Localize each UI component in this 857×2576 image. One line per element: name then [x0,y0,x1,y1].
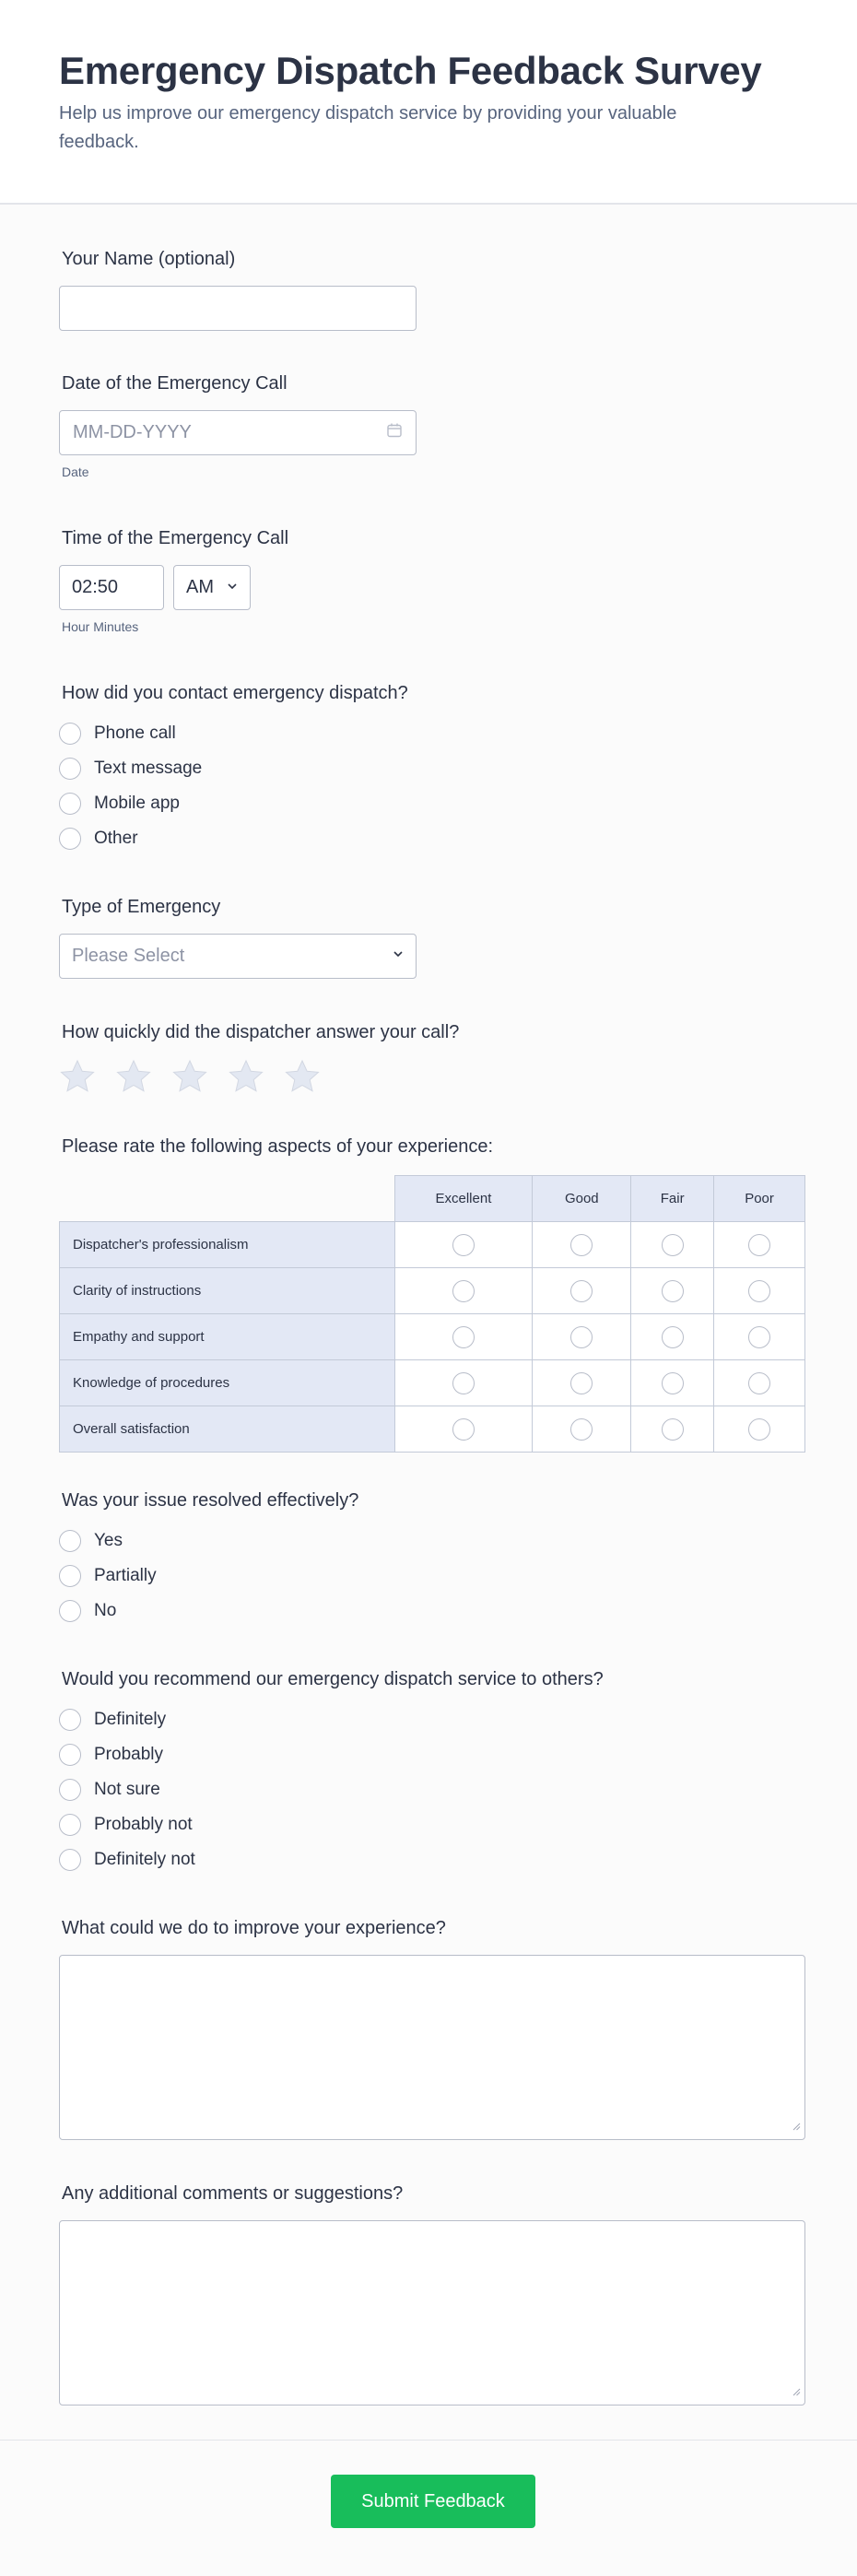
contact-option-app[interactable] [59,786,798,821]
matrix-cell[interactable] [533,1268,631,1314]
resolved-option-partially[interactable] [59,1559,798,1594]
comments-question [59,2182,798,2405]
radio-button[interactable] [748,1372,770,1394]
improve-question [59,1916,798,2182]
resolved-option-yes[interactable] [59,1523,798,1559]
recommend-option-probably-not[interactable] [59,1807,798,1842]
time-input[interactable]: 02:50 [59,565,164,610]
radio-button[interactable] [570,1234,593,1256]
radio-button[interactable] [748,1326,770,1348]
date-sublabel: Date [62,465,89,479]
option-label: Probably not [94,1815,193,1834]
option-label: Definitely [94,1710,167,1729]
option-label: Definitely not [94,1850,195,1869]
radio-button[interactable] [748,1418,770,1441]
radio-button[interactable] [452,1280,475,1302]
star-icon[interactable] [59,1059,96,1094]
matrix-row [60,1360,805,1406]
radio-button[interactable] [59,723,81,745]
matrix-cell[interactable] [714,1268,805,1314]
radio-button[interactable] [570,1372,593,1394]
radio-button[interactable] [452,1234,475,1256]
answer-speed-question [59,1020,798,1135]
matrix-row [60,1406,805,1453]
resolved-label: Was your issue resolved effectively? [62,1490,359,1511]
ampm-select[interactable] [173,565,251,610]
contact-options [59,716,798,856]
matrix-cell[interactable] [394,1360,533,1406]
name-question [59,247,798,371]
radio-button[interactable] [748,1234,770,1256]
radio-button[interactable] [748,1280,770,1302]
radio-button[interactable] [452,1418,475,1441]
matrix-cell[interactable] [394,1222,533,1268]
time-label: Time of the Emergency Call [62,528,289,548]
chevron-down-icon [392,947,405,965]
recommend-options [59,1702,798,1877]
resize-grip-icon[interactable] [792,2384,801,2401]
radio-button[interactable] [452,1372,475,1394]
radio-button[interactable] [59,793,81,815]
matrix-cell[interactable] [631,1406,714,1453]
matrix-cell[interactable] [533,1314,631,1360]
comments-label: Any additional comments or suggestions? [62,2183,404,2204]
option-label: Not sure [94,1780,160,1799]
time-question [59,526,798,681]
contact-question [59,681,798,895]
matrix-column-good: Good [533,1176,631,1222]
option-label: Probably [94,1745,163,1764]
radio-button[interactable] [662,1418,684,1441]
form-header [0,0,857,205]
matrix-cell[interactable] [631,1360,714,1406]
matrix-row [60,1314,805,1360]
option-label: Partially [94,1566,157,1585]
recommend-option-probably[interactable] [59,1737,798,1772]
option-label: No [94,1601,117,1620]
star-icon[interactable] [115,1059,152,1094]
star-icon[interactable] [171,1059,208,1094]
matrix-cell[interactable] [394,1314,533,1360]
radio-button[interactable] [570,1326,593,1348]
radio-button[interactable] [59,1744,81,1766]
matrix-row-label: Dispatcher's professionalism [60,1222,395,1268]
matrix-row-label: Clarity of instructions [60,1268,395,1314]
radio-button[interactable] [452,1326,475,1348]
star-rating [59,1059,798,1094]
option-label: Text message [94,759,203,778]
matrix-row [60,1268,805,1314]
ampm-value: AM [186,577,214,597]
name-label: Your Name (optional) [62,249,236,269]
resolved-option-no[interactable] [59,1594,798,1629]
recommend-option-definitely[interactable] [59,1702,798,1737]
radio-button[interactable] [59,758,81,780]
radio-button[interactable] [570,1280,593,1302]
matrix-column-fair: Fair [631,1176,714,1222]
matrix-row [60,1222,805,1268]
radio-button[interactable] [59,1779,81,1801]
matrix-header-row [60,1176,805,1222]
option-label: Other [94,829,138,848]
time-sublabel: Hour Minutes [62,619,139,634]
comments-textarea[interactable] [59,2220,805,2405]
matrix-cell[interactable] [533,1360,631,1406]
matrix-cell[interactable] [714,1222,805,1268]
matrix-cell[interactable] [533,1222,631,1268]
improve-label: What could we do to improve your experience? [62,1918,446,1938]
radio-button[interactable] [59,1600,81,1622]
form-footer [0,2440,857,2576]
matrix-cell[interactable] [631,1268,714,1314]
select-placeholder: Please Select [72,946,185,966]
improve-textarea[interactable] [59,1955,805,2140]
date-input[interactable] [59,410,417,455]
matrix-cell[interactable] [631,1314,714,1360]
page-subtitle: Help us improve our emergency dispatch service by providing your valuable feedback. [59,103,677,152]
matrix-corner [60,1176,395,1222]
name-input[interactable] [59,286,417,331]
chevron-down-icon [226,577,239,598]
recommend-option-not-sure[interactable] [59,1772,798,1807]
calendar-icon[interactable] [386,422,403,443]
matrix-row-label: Knowledge of procedures [60,1360,395,1406]
option-label: Mobile app [94,794,180,813]
radio-button[interactable] [662,1234,684,1256]
date-placeholder: MM-DD-YYYY [73,422,192,442]
matrix-row-label: Empathy and support [60,1314,395,1360]
matrix-row-label: Overall satisfaction [60,1406,395,1453]
radio-button[interactable] [59,828,81,850]
answer-speed-label: How quickly did the dispatcher answer your call? [62,1022,460,1042]
matrix-column-excellent: Excellent [394,1176,533,1222]
radio-button[interactable] [59,1565,81,1587]
matrix-cell[interactable] [533,1406,631,1453]
option-label: Phone call [94,723,176,743]
radio-button[interactable] [570,1418,593,1441]
matrix-cell[interactable] [394,1406,533,1453]
emergency-type-question [59,895,798,1020]
radio-button[interactable] [59,1530,81,1552]
contact-option-other[interactable] [59,821,798,856]
option-label: Yes [94,1531,123,1550]
radio-button[interactable] [662,1326,684,1348]
radio-button[interactable] [662,1372,684,1394]
radio-button[interactable] [59,1814,81,1836]
aspects-question [59,1135,798,1488]
date-question [59,371,798,526]
matrix-cell[interactable] [714,1406,805,1453]
emergency-type-select[interactable] [59,934,417,979]
matrix-column-poor: Poor [714,1176,805,1222]
matrix-cell[interactable] [631,1222,714,1268]
star-icon[interactable] [228,1059,264,1094]
resize-grip-icon[interactable] [792,2119,801,2135]
submit-button[interactable]: Submit Feedback [331,2475,535,2528]
radio-button[interactable] [662,1280,684,1302]
page-title: Emergency Dispatch Feedback Survey [59,49,762,92]
rating-matrix [59,1175,805,1453]
survey-form [0,205,857,2405]
resolved-question [59,1488,798,1667]
matrix-cell[interactable] [394,1268,533,1314]
recommend-label: Would you recommend our emergency dispatch service to others? [62,1669,604,1689]
contact-option-phone[interactable] [59,716,798,751]
resolved-options [59,1523,798,1629]
radio-button[interactable] [59,1709,81,1731]
contact-option-text[interactable] [59,751,798,786]
recommend-option-definitely-not[interactable] [59,1842,798,1877]
aspects-label: Please rate the following aspects of your experience: [62,1136,494,1157]
star-icon[interactable] [284,1059,321,1094]
recommend-question [59,1667,798,1916]
emergency-type-label: Type of Emergency [62,897,221,917]
radio-button[interactable] [59,1849,81,1871]
contact-label: How did you contact emergency dispatch? [62,683,408,703]
matrix-cell[interactable] [714,1360,805,1406]
date-label: Date of the Emergency Call [62,373,288,394]
matrix-cell[interactable] [714,1314,805,1360]
